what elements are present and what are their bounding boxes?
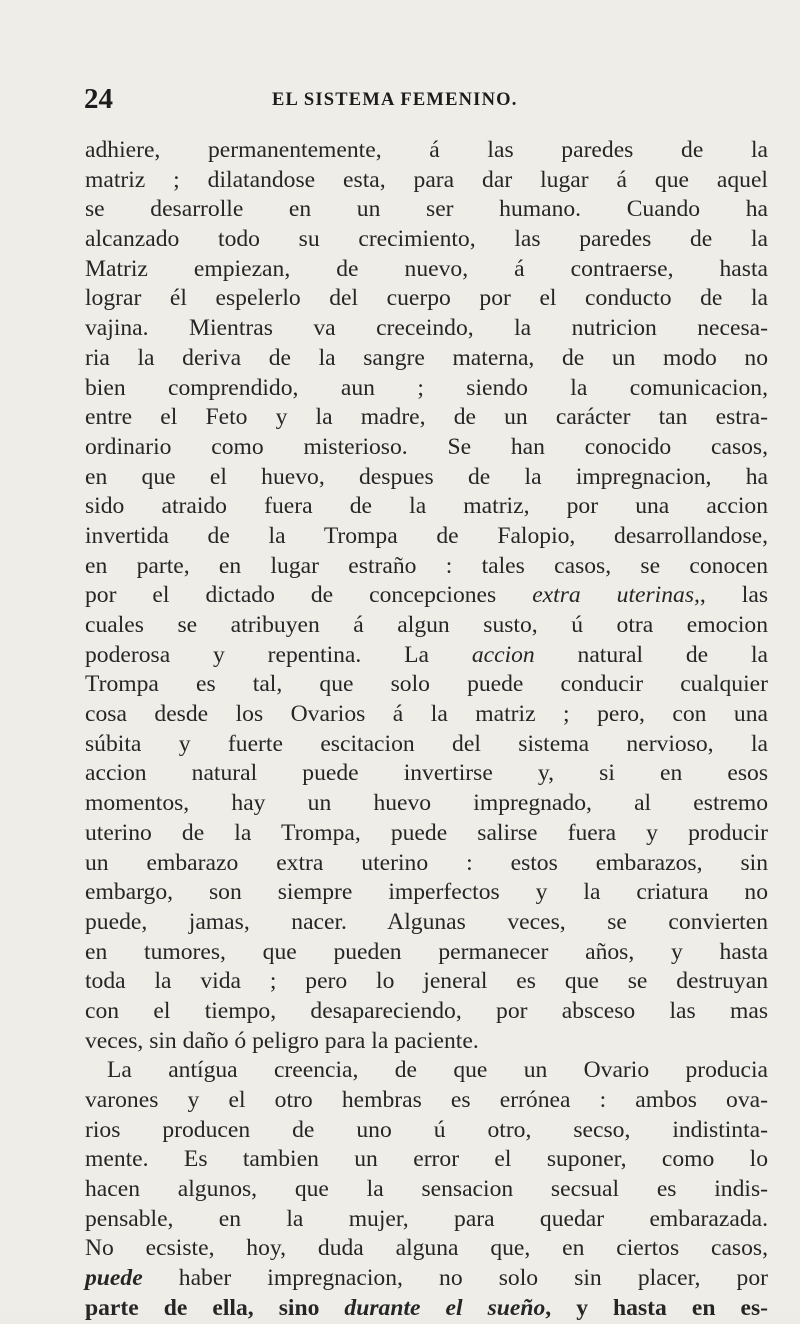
text-line: en que el huevo, despues de la impregnacion, ha [85, 463, 768, 490]
text-line: parte de ella, sino durante el sueño, y hasta en es- [85, 1294, 768, 1321]
page-number: 24 [84, 83, 113, 115]
emphasis-phrase: durante el sueño [344, 1294, 546, 1321]
text-line: Matriz empiezan, de nuevo, á contraerse, hasta [85, 255, 768, 282]
text-line: puede, jamas, nacer. Algunas veces, se convierten [85, 908, 768, 935]
text-line: momentos, hay un huevo impregnado, al estremo [85, 790, 768, 817]
italic-phrase: accion [471, 641, 535, 668]
text-line: en parte, en lugar estraño : tales casos, se conocen [85, 552, 768, 579]
text-line: alcanzado todo su crecimiento, las paredes de la [85, 226, 768, 253]
text-line: se desarrolle en un ser humano. Cuando ha [85, 196, 768, 223]
text-line: invertida de la Trompa de Falopio, desarrollandose, [85, 522, 768, 549]
body-text [85, 136, 768, 1324]
running-title: EL SISTEMA FEMENINO. [272, 90, 518, 110]
italic-phrase: extra uterinas, [532, 582, 700, 609]
text-line: cosa desde los Ovarios á la matriz ; pero, con una [85, 701, 768, 728]
text-line: varones y el otro hembras es errónea : ambos ova- [85, 1087, 768, 1113]
paragraph-start-line: La antígua creencia, de que un Ovario producia [107, 1057, 768, 1084]
text-line: toda la vida ; pero lo jeneral es que se destruyan [85, 968, 768, 995]
text-line: embargo, son siempre imperfectos y la criatura no [85, 879, 768, 906]
text-line: súbita y fuerte escitacion del sistema nervioso, la [85, 730, 768, 757]
text-line: cuales se atribuyen á algun susto, ú otra emocion [85, 612, 768, 638]
text-line: en tumores, que pueden permanecer años, y hasta [85, 938, 768, 965]
text-line: adhiere, permanentemente, á las paredes de la [85, 137, 768, 163]
text-line: accion natural puede invertirse y, si en esos [85, 760, 768, 787]
page-header [84, 82, 764, 118]
text-line: Trompa es tal, que solo puede conducir cualquier [85, 671, 768, 698]
text-line: pensable, en la mujer, para quedar embarazada. [85, 1205, 768, 1232]
text-line: por el dictado de concepciones extra uterinas,, las [85, 582, 768, 609]
text-line: veces, sin daño ó peligro para la paciente. [85, 1027, 479, 1054]
text-line: mente. Es tambien un error el suponer, como lo [85, 1146, 768, 1173]
text-line: un embarazo extra uterino : estos embarazos, sin [85, 849, 768, 876]
text-line: poderosa y repentina. La accion natural de la [85, 641, 768, 668]
text-line: lograr él espelerlo del cuerpo por el conducto de la [85, 285, 768, 312]
text-line: entre el Feto y la madre, de un carácter tan estra- [85, 404, 768, 431]
text-line: uterino de la Trompa, puede salirse fuera y producir [85, 819, 768, 846]
text-line: No ecsiste, hoy, duda alguna que, en ciertos casos, [85, 1235, 768, 1262]
text-line: sido atraido fuera de la matriz, por una accion [85, 493, 768, 520]
text-line: bien comprendido, aun ; siendo la comunicacion, [85, 374, 768, 401]
text-line: hacen algunos, que la sensacion secsual es indis- [85, 1176, 768, 1203]
text-line: rios producen de uno ú otro, secso, indistinta- [85, 1116, 768, 1143]
text-line: puede haber impregnacion, no solo sin placer, por [85, 1265, 768, 1292]
text-line: ria la deriva de la sangre materna, de un modo no [85, 344, 768, 371]
emphasis-phrase: puede [85, 1265, 143, 1292]
text-line: vajina. Mientras va creceindo, la nutricion necesa- [85, 315, 768, 342]
text-line: matriz ; dilatandose esta, para dar lugar á que aquel [85, 166, 768, 193]
text-line: con el tiempo, desapareciendo, por absceso las mas [85, 997, 768, 1024]
text-line: ordinario como misterioso. Se han conocido casos, [85, 433, 768, 460]
